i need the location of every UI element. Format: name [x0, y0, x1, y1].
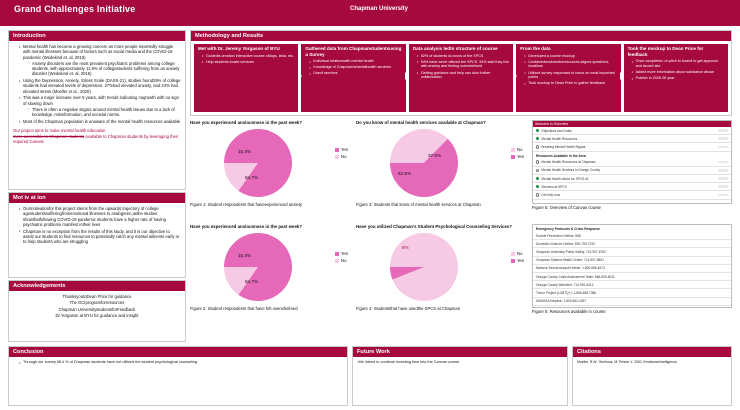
list-item[interactable]: Mental Health Resources at Chapman [533, 159, 731, 167]
motivation-bullets [13, 206, 181, 244]
section-introduction [8, 30, 186, 190]
introduction-bullets [13, 44, 181, 124]
legend-swatch [335, 155, 339, 159]
section-future-work [352, 346, 568, 406]
status-badge [718, 146, 728, 149]
flow-step-bullets [305, 59, 401, 76]
list-item[interactable]: Orange County Crisis Assessment Team: 866-830-6011 [533, 273, 731, 281]
check-icon [536, 177, 539, 180]
list-item: • Getting guidance and help can dow further collaboration [417, 71, 509, 80]
legend-item-no: No [511, 251, 524, 258]
section-heading-acknowledgements: Acknowledgements [9, 281, 185, 291]
circle-icon [536, 169, 539, 172]
flow-step-title: Met with Dr. Jeremy Yorgason of BYU [198, 46, 280, 51]
section-acknowledgements [8, 280, 186, 342]
legend-swatch [511, 155, 515, 159]
future-work-body [353, 357, 567, 368]
chart-legend [335, 251, 348, 264]
citations-body [573, 357, 731, 369]
status-badge [718, 129, 728, 132]
section-heading-methodology: Methodology and Results [191, 31, 731, 41]
flow-step-bullets [198, 54, 294, 65]
list-item[interactable]: Mental Health Resources [533, 135, 731, 143]
figure-caption: Figure 2: Student respondents that have felt overwhelmed [190, 306, 298, 311]
legend-swatch [511, 148, 515, 152]
future-work-text: -We intend to continue investing time into the Canvas course [357, 360, 460, 364]
flow-step-5 [624, 44, 728, 112]
list-item: • Guidedis creation interactive course oMaps, links, etc. [202, 54, 294, 59]
flow-step-2 [301, 44, 405, 112]
list-item[interactable]: Breaking Mental Health Stigma [533, 143, 731, 151]
slice-label-yes: 62.5% [398, 171, 412, 176]
canvas-section-title: Resources Available In the Area [536, 153, 586, 158]
legend-swatch [335, 252, 339, 256]
circle-icon [536, 160, 539, 163]
list-item: • This was a major increase over 5 years, with trends indicating nogrowth with no sign of slowing down ◦ There is often a negative stigma around mental health issues due to a lack of knowledge, misinformation, and societal norms. [19, 95, 181, 117]
flow-arrow-icon [405, 72, 409, 80]
citation-entry: Moeller, R.W., Seehuus, M, Peisch V. 2020. Emotional Intelligence, [577, 360, 678, 364]
flow-step-title: Gathered data from Chapmanstudentsusing a Survey [305, 46, 402, 57]
legend-item-yes: Yes [335, 251, 348, 258]
chart-title: Have you utilized Chapman's Student Psychological Counseling Services? [356, 224, 512, 229]
status-badge [718, 194, 728, 197]
poster-header [0, 0, 740, 26]
chart-legend [335, 147, 348, 160]
list-item: • Using the Depression, Anxiety, Stress Scale (DASS-21), studies found29% of college students had elevated levels of depression, 27%had elevated anxiety, and 24% had elevated stress (Moeller et al., 2020) [19, 78, 181, 94]
list-item: • 62% of students do know of the SPCS [417, 54, 509, 59]
flow-step-1 [194, 44, 298, 112]
canvas-module-header: Welcome to Overview [533, 121, 731, 127]
acknowledgement-line: ThanksyoutoDean Price for guidance [62, 294, 132, 299]
list-item: • Knowledge of Chapman'smentalhealth services [309, 65, 401, 70]
flow-arrow-icon [298, 72, 302, 80]
section-heading-citations: Citations [573, 347, 731, 357]
figure-caption: Figure 3: Students that know of mental health services at Chapman [356, 202, 481, 207]
slice-label-yes: 84.7% [245, 279, 259, 284]
chart-legend [511, 251, 524, 264]
list-item: • Took mockup to Dean Price to gather feedback [524, 81, 616, 86]
list-item: • Useof services [309, 71, 401, 76]
flow-step-bullets [628, 59, 724, 81]
section-heading-introduction: Introduction [9, 31, 185, 41]
list-item: • Publish in 2025-26 year [632, 76, 724, 81]
list-item: • Individual relationswith mental health [309, 59, 401, 64]
acknowledgements-body [9, 291, 185, 322]
introduction-body [9, 41, 185, 148]
list-item[interactable]: Trevor Project (LGBTQ+): 1-866-488-7386 [533, 289, 731, 297]
introduction-callout: Our project aims to make mental health education more accessible to Chapman students available to Chapman students by leveraging their required Canvas [13, 128, 179, 145]
list-item: • Utilized survey responses to focus on most important points [524, 71, 616, 80]
chart-title: Have you experienced anxiousness in the past week? [190, 120, 303, 125]
figure-5 [532, 120, 732, 220]
status-badge [718, 169, 728, 172]
chart-legend [511, 147, 524, 160]
figure-caption: Figure 5: Overview of Canvas course [532, 205, 601, 210]
figure-6 [532, 224, 732, 324]
list-item[interactable]: National Sexual Assault Hotline: 1-800-656-4673 [533, 265, 731, 273]
slice-label-no: 15.3% [238, 253, 252, 258]
pie-chart-anxiety [190, 127, 350, 201]
list-item: • 94% have never utilized the SPCS. 94% said they live with anxiety and feeling overwhelmed [417, 60, 509, 69]
section-heading-motivation: Mot iv at ion [9, 193, 185, 203]
list-item[interactable]: Mental health clinics for SPCS #1 [533, 175, 731, 183]
legend-swatch [335, 259, 339, 263]
status-badge [718, 185, 728, 188]
list-item: ◦ Anxiety disorders are the most prevalent psychiatric problems among college students, with approximately 11.9% of collegestudents suffering from an anxiety disorder (Wedekind et. al, 2015) [28, 61, 181, 77]
list-item: • Through our survey,98.4 % of Chapman students have not utilized the student psychological counseling [19, 360, 343, 365]
chart-title: Have you experienced anxiousness in the past week? [190, 224, 303, 229]
list-item: • Once completed, re-pitch to boardi to get approval and launch site [632, 59, 724, 68]
figure-caption: Figure 1: Student respondents that haveexperienced anxiety [190, 202, 302, 207]
list-item: • Added more information about substance abuse [632, 70, 724, 75]
list-item[interactable]: Domestic Violence Hotline: 800-799-7233 [533, 240, 731, 248]
legend-swatch [511, 252, 515, 256]
list-item[interactable]: Chapman University Public Safety: 714-997-6763 [533, 248, 731, 256]
pie-graphic [224, 129, 292, 197]
list-item: • Chapman is no exception from the results of this study, and it is our objective to assist our students to find resources to potentially catch any mental ailments early or to help students who are struggling [19, 229, 181, 245]
slice-label-yes: 84.7% [245, 175, 259, 180]
canvas-section-title: Emergency Protocols & Crisis Response [536, 227, 600, 231]
flow-step-title: Data analysis ledto structure of course [412, 46, 498, 51]
flow-step-title: From the data [520, 46, 551, 51]
status-badge [718, 161, 728, 164]
section-methodology [190, 30, 732, 116]
flow-step-bullets [413, 54, 509, 80]
list-item: • Ourmotivationfor this project stems from the upwards trajectory of college agestudentssufferingfromemotional illnesses to anabgreen,asthe studies showthatfollowing COVID-19 pandemic students have a higher rate of having psychiatric problems manifest intheir lives [19, 206, 181, 227]
legend-item-no: No [511, 147, 524, 154]
legend-item-yes: Yes [335, 147, 348, 154]
section-heading-conclusion: Conclusion [9, 347, 347, 357]
figure-4 [356, 224, 526, 324]
motivation-body [9, 203, 185, 249]
figure-3 [356, 120, 526, 220]
list-item[interactable]: Suicide Prevention Hotline: 988 [533, 232, 731, 240]
list-item: • Containedmodulesforresources,stigma questions, locations [524, 60, 616, 69]
pie-graphic [224, 233, 292, 301]
list-item[interactable]: SAMHSA Helpline: 1-800-662-4357 [533, 298, 731, 306]
legend-item-no: No [335, 154, 348, 161]
section-citations [572, 346, 732, 406]
list-item[interactable]: Chapman Student Health Center: 714-997-6851 [533, 257, 731, 265]
callout-strikethrough: more accessible to Chapman students [13, 133, 85, 139]
pie-chart-known-services [356, 127, 526, 201]
list-item: • Developed a course mockup [524, 54, 616, 59]
acknowledgement-line: Dr.Yorgason at BYU for guidance and insight [55, 312, 139, 318]
list-item[interactable]: Services at SPCS [533, 183, 731, 191]
introduction-subbullets-2 [23, 107, 181, 118]
methodology-flow [191, 41, 731, 115]
figure-1 [190, 120, 350, 220]
introduction-subbullets [23, 61, 181, 77]
pie-chart-spcs-usage [356, 231, 526, 305]
list-item: ◦ There is often a negative stigma around mental health issues due to a lack of knowledge, misinformation, and societal norms. [28, 107, 181, 118]
flow-arrow-icon [620, 72, 624, 80]
acknowledgement-line: The GCIprogramforresources [69, 300, 125, 306]
legend-item-yes: Yes [511, 154, 524, 161]
list-item[interactable]: Objectives and Goals [533, 127, 731, 135]
status-badge [718, 177, 728, 180]
conclusion-body [9, 357, 347, 369]
flow-step-4 [516, 44, 620, 112]
canvas-resources-screenshot [532, 224, 732, 308]
circle-icon [536, 193, 539, 196]
status-badge [718, 137, 728, 140]
flow-step-title: Took the mockup to Dean Price for feedback [627, 46, 704, 57]
list-item: • Help students locate services [202, 60, 294, 65]
flow-step-3 [409, 44, 513, 112]
legend-item-yes: Yes [511, 258, 524, 265]
section-conclusion [8, 346, 348, 406]
section-heading-future-work: Future Work [353, 347, 567, 357]
list-item: • Most of the Chapman population is unaware of the mental health resources available [19, 119, 181, 124]
legend-swatch [511, 259, 515, 263]
section-motivation [8, 192, 186, 278]
legend-item-no: No [335, 258, 348, 265]
header-subtitle: Chapman University [350, 6, 409, 12]
circle-icon [536, 145, 539, 148]
slice-label-no: 37.5% [428, 153, 442, 158]
list-item[interactable]: Get help now [533, 191, 731, 199]
list-item[interactable]: Orange County Warmline: 714-991-6412 [533, 281, 731, 289]
page-title: Grand Challenges Initiative [14, 4, 136, 14]
chart-title: Do you know of mental health services available at Chapman? [356, 120, 486, 125]
pie-graphic [390, 129, 458, 197]
flow-step-bullets [520, 54, 616, 87]
slice-label-yes: 6% [402, 245, 409, 250]
canvas-course-overview-screenshot [532, 120, 732, 204]
slice-label-no: 15.3% [238, 149, 252, 154]
figure-caption: Figure 6: Resources available in course [532, 309, 606, 314]
list-item: • Mental health has become a growing concern as more people reportedly struggle with mental illnesses because of factors such as social media and the COVID-19 pandemic (Wedekind et. al, 2015) ◦ Anxiety disorders are the most prevalent psychiatric problems among college students, with approximately 11.9% of collegestudents suffering from an anxiety disorder (Wedekind et. al, 2015) [19, 44, 181, 77]
pie-graphic [390, 233, 458, 301]
pie-chart-overwhelmed [190, 231, 350, 305]
check-icon [536, 185, 539, 188]
acknowledgement-line: Chapman UniversitystudentsforFeedback [58, 306, 136, 312]
list-item[interactable]: Mental Health Services in Orange County [533, 167, 731, 175]
conclusion-bullets [13, 360, 343, 365]
legend-swatch [335, 148, 339, 152]
figure-2 [190, 224, 350, 324]
figure-caption: Figure 4: Studentsthat have usedthe SPCS at Chapman [356, 306, 461, 311]
flow-arrow-icon [513, 72, 517, 80]
check-icon [536, 129, 539, 132]
check-icon [536, 137, 539, 140]
